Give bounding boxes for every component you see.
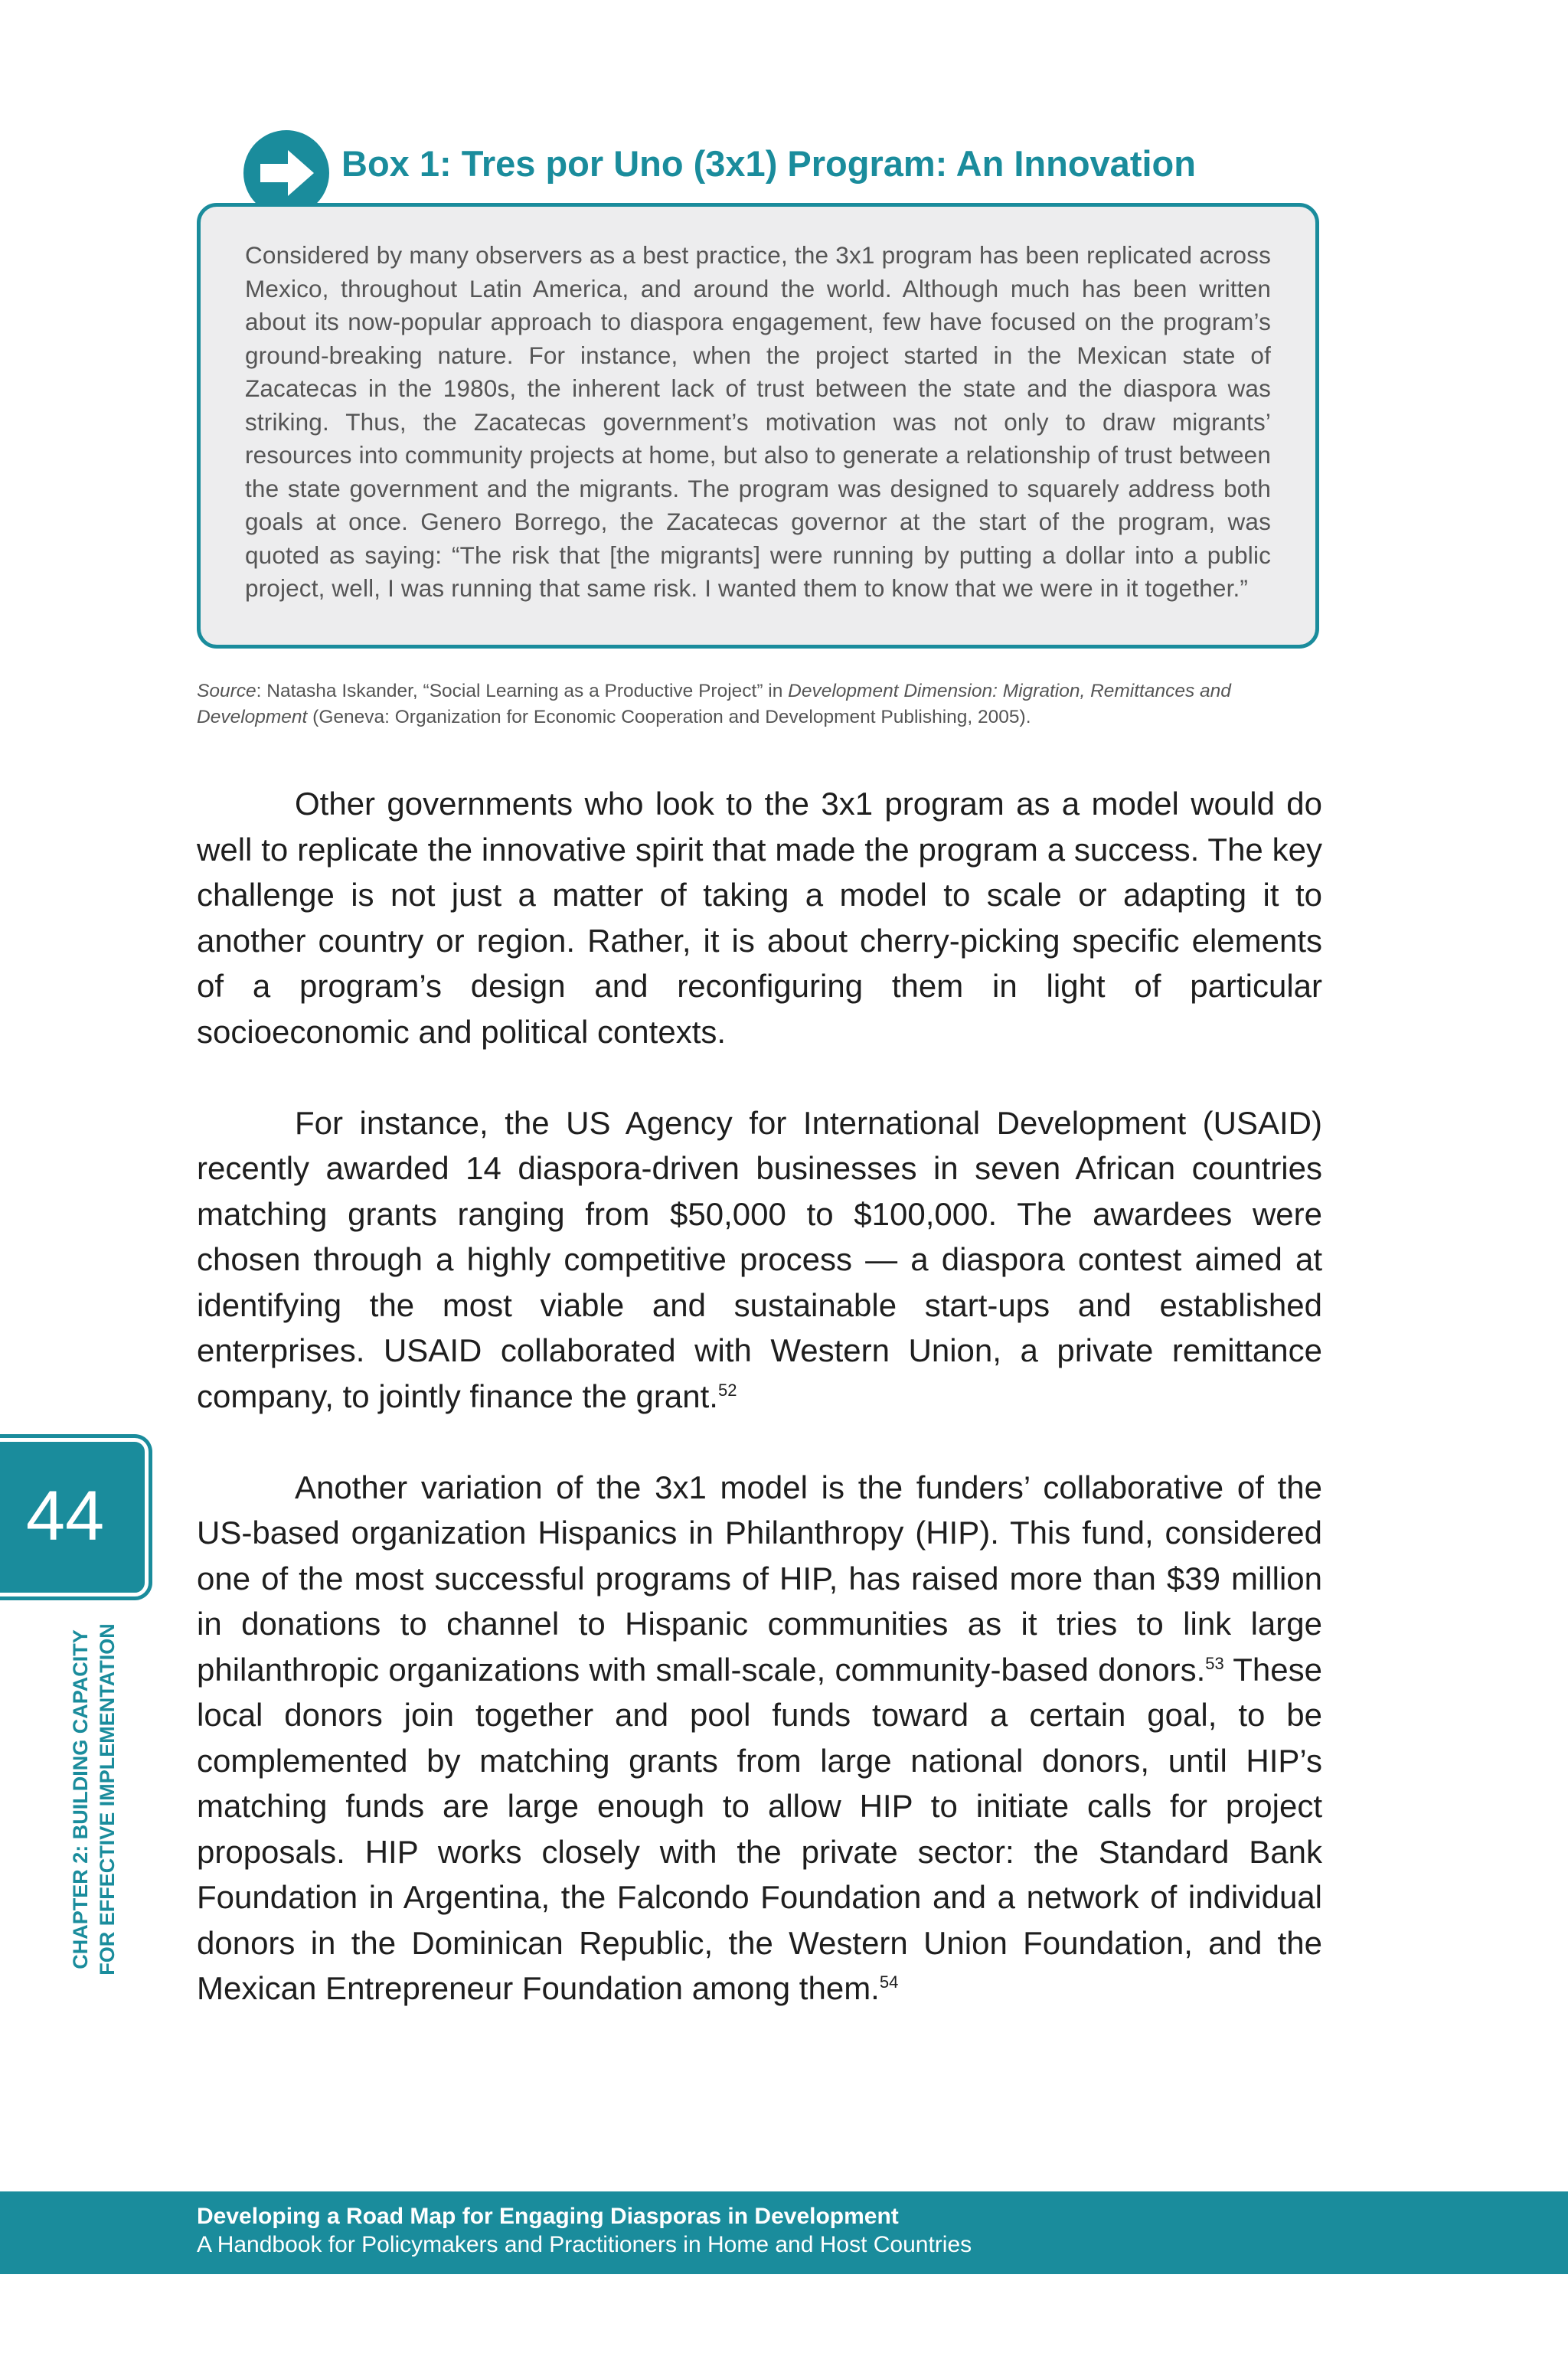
page-number-tab <box>0 1438 149 1596</box>
source-post: (Geneva: Organization for Economic Cooperation and Development Publishing, 2005). <box>307 707 1031 727</box>
paragraph-text: Other governments who look to the 3x1 program as a model would do well to replicate the innovative spirit that made the program a success. The key challenge is not just a matter of taking a model to scale or adapting it to another country or region. Rather, it is about cherry-picking specific elements of a program’s design and reconfiguring them in light of particular socioeconomic and political contexts. <box>197 786 1322 1050</box>
page-number: 44 <box>25 1477 105 1555</box>
body-text <box>197 781 1322 2057</box>
paragraph-text: Another variation of the 3x1 model is the funders’ collaborative of the US-based organization Hispanics in Philanthropy (HIP). This fund, considered one of the most successful programs of HIP, has raised more than $39 million in donations to channel to Hispanic communities as it tries to link large philanthropic organizations with small-scale, community-based donors. <box>197 1469 1322 1688</box>
chapter-line-1: CHAPTER 2: BUILDING CAPACITY <box>69 1629 92 1969</box>
chapter-line-2: FOR EFFECTIVE IMPLEMENTATION <box>96 1623 119 1976</box>
paragraph-text: These local donors join together and pool funds toward a certain goal, to be complemented by matching grants from large national donors, until HIP’s matching funds are large enough to allow HIP to initiate calls for project proposals. HIP works closely with the private sector: the Standard Bank Foundation in Argentina, the Falcondo Foundation and a network of individual donors in the Dominican Republic, the Western Union Foundation, and the Mexican Entrepreneur Foundation among them. <box>197 1651 1323 2006</box>
paragraph <box>197 781 1322 1054</box>
box-title: Box 1: Tres por Uno (3x1) Program: An Innovation <box>341 143 1196 184</box>
info-box <box>197 203 1319 649</box>
paragraph <box>197 1465 1322 2011</box>
footnote-ref: 52 <box>717 1380 737 1400</box>
source-label: Source <box>197 681 256 701</box>
footer-subtitle: A Handbook for Policymakers and Practitioners in Home and Host Countries <box>197 2232 972 2257</box>
footer-title: Developing a Road Map for Engaging Diasporas in Development <box>197 2204 899 2229</box>
footer-bar <box>0 2191 1568 2274</box>
footnote-ref: 54 <box>879 1972 899 1992</box>
paragraph <box>197 1100 1322 1420</box>
source-publication: Development Dimension: Migration, Remittances and Development <box>197 681 1231 727</box>
chapter-label <box>67 1600 121 1998</box>
box-text: Considered by many observers as a best practice, the 3x1 program has been replicated across Mexico, throughout Latin America, and around the world. Although much has been written about its now-popular approach to diaspora engagement, few have focused on the program’s ground-breaking nature. For instance, when the project started in the Mexican state of Zacatecas in the 1980s, the inherent lack of trust between the state and the diaspora was striking. Thus, the Zacatecas government’s motivation was not only to draw migrants’ resources into community projects at home, but also to generate a relationship of trust between the state government and the migrants. The program was designed to squarely address both goals at once. Genero Borrego, the Zacatecas governor at the start of the program, was quoted as saying: “The risk that [the migrants] were running by putting a dollar into a public project, well, I was running that same risk. I wanted them to know that we were in it together.” <box>245 241 1271 602</box>
paragraph-text: For instance, the US Agency for International Development (USAID) recently awarded 14 diaspora-driven businesses in seven African countries matching grants ranging from $50,000 to $100,000. The awardees were chosen through a highly competitive process — a diaspora contest aimed at identifying the most viable and sustainable start-ups and established enterprises. USAID collaborated with Western Union, a private remittance company, to jointly finance the grant. <box>197 1104 1322 1414</box>
footnote-ref: 53 <box>1205 1653 1224 1673</box>
source-pre: : Natasha Iskander, “Social Learning as a Productive Project” in <box>256 681 789 701</box>
source-citation <box>197 678 1322 730</box>
